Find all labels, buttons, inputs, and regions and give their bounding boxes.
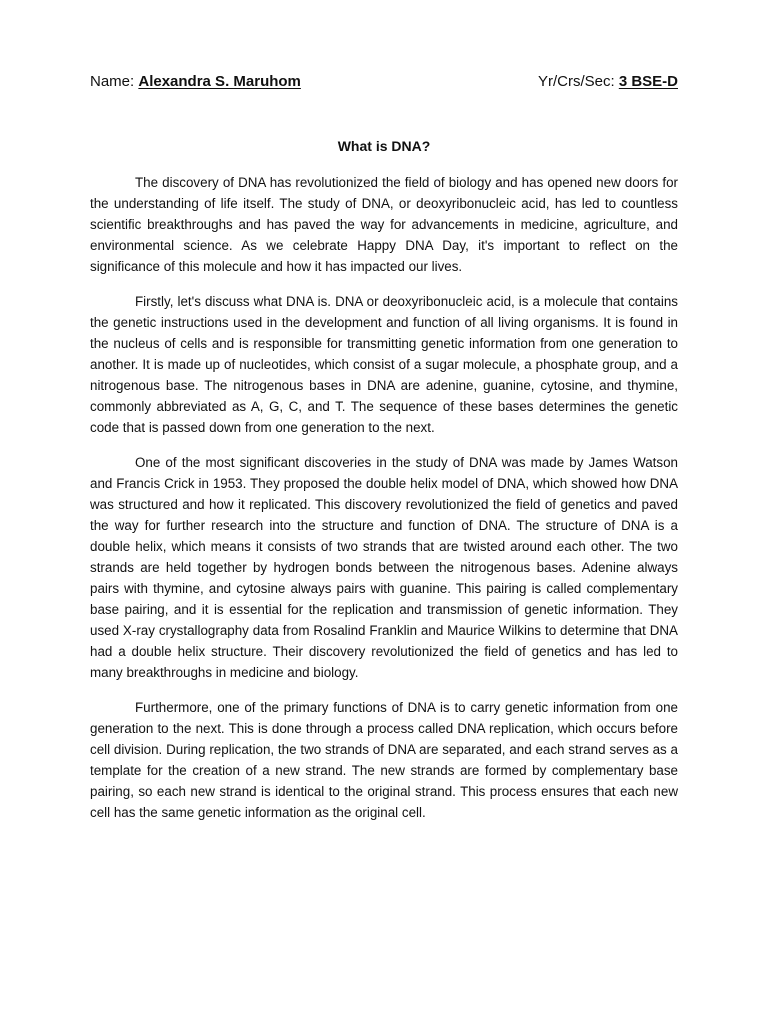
document-title: What is DNA? bbox=[337, 138, 431, 154]
section-value: 3 BSE-D bbox=[618, 73, 678, 90]
name-field bbox=[90, 72, 301, 92]
paragraph-2: Firstly, let's discuss what DNA is. DNA or deoxyribonucleic acid, is a molecule that contains the genetic instructions used in the development and function of all living organisms. It is found in the nucleus of cells and is responsible for transmitting genetic information from one generation to another. It is made up of nucleotides, which consist of a sugar molecule, a phosphate group, and a nitrogenous base. The nitrogenous bases in DNA are adenine, guanine, cytosine, and thymine, commonly abbreviated as A, G, C, and T. The sequence of these bases determines the genetic code that is passed down from one generation to the next. bbox=[90, 294, 678, 435]
document-body bbox=[90, 172, 678, 837]
section-label: Yr/Crs/Sec: bbox=[537, 73, 615, 90]
header bbox=[90, 72, 678, 92]
paragraph-4: Furthermore, one of the primary functions of DNA is to carry genetic information from one generation to the next. This is done through a process called DNA replication, which occurs before cell division. During replication, the two strands of DNA are separated, and each strand serves as a template for the creation of a new strand. The new strands are formed by complementary base pairing, so each new strand is identical to the original strand. This process ensures that each new cell has the same genetic information as the original cell. bbox=[90, 700, 678, 820]
paragraph-1: The discovery of DNA has revolutionized the field of biology and has opened new doors for the understanding of life itself. The study of DNA, or deoxyribonucleic acid, has led to countless scientific breakthroughs and has paved the way for advancements in medicine, agriculture, and environmental science. As we celebrate Happy DNA Day, it's important to reflect on the significance of this molecule and how it has impacted our lives. bbox=[90, 175, 678, 274]
section-field bbox=[538, 72, 678, 92]
paragraph-3: One of the most significant discoveries in the study of DNA was made by James Watson and Francis Crick in 1953. They proposed the double helix model of DNA, which showed how DNA was structured and how it replicated. This discovery revolutionized the field of genetics and paved the way for further research into the structure and function of DNA. The structure of DNA is a double helix, which means it consists of two strands that are twisted around each other. The two strands are held together by hydrogen bonds between the nitrogenous bases. Adenine always pairs with thymine, and cytosine always pairs with guanine. This pairing is called complementary base pairing, and it is essential for the replication and transmission of genetic information. They used X-ray crystallography data from Rosalind Franklin and Maurice Wilkins to determine that DNA had a double helix structure. Their discovery revolutionized the field of genetics and has led to many breakthroughs in medicine and biology. bbox=[90, 455, 678, 680]
name-label: Name: bbox=[90, 73, 135, 90]
name-value: Alexandra S. Maruhom bbox=[138, 73, 301, 90]
